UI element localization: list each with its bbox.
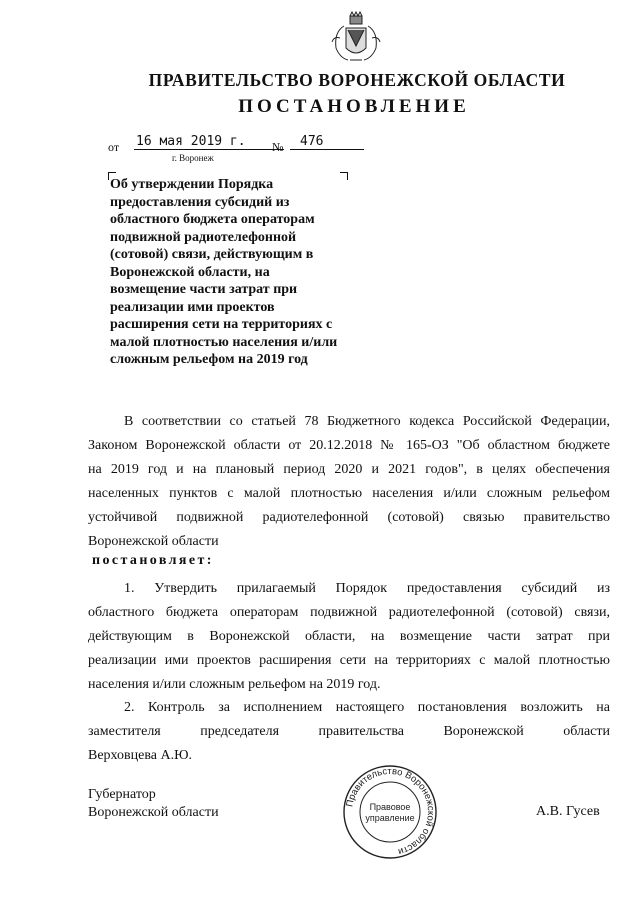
coat-of-arms-icon <box>326 10 386 66</box>
item-1-line: населения и/или сложным рельефом на 2019 год. <box>88 677 381 692</box>
item-2-line: Верховцева А.Ю. <box>88 748 192 763</box>
official-stamp <box>342 764 438 860</box>
subject-line: реализации ими проектов <box>110 299 275 315</box>
item-1-line: 1. Утвердить прилагаемый Порядок предоставления субсидий из <box>124 581 610 596</box>
preamble-line: на 2019 год и на плановый период 2020 и 2021 годов", в целях обеспечения <box>88 462 610 477</box>
preamble-line: устойчивой подвижной радиотелефонной (сотовой) связью правительство <box>88 510 610 525</box>
city: г. Воронеж <box>172 153 214 163</box>
preamble-line: населенных пунктов с малой плотностью населения и/или сложным рельефом <box>88 486 610 501</box>
subject-line: Об утверждении Порядка <box>110 177 274 192</box>
item-1-line: действующим в Воронежской области, на возмещение части затрат при <box>88 629 610 644</box>
signatory-position <box>88 786 219 822</box>
stamp-inner-line: Правовое <box>369 802 411 812</box>
document-date: 16 мая 2019 г. <box>134 134 284 150</box>
stamp-inner-line: управление <box>365 813 415 823</box>
date-prefix: от <box>108 140 120 154</box>
subject-line: областного бюджета операторам <box>110 212 315 227</box>
subject-line: Воронежской области, на <box>110 264 270 280</box>
subject-line: возмещение части затрат при <box>110 282 298 297</box>
number-prefix: № <box>272 140 284 154</box>
subject-line: (сотовой) связи, действующим в <box>110 247 314 262</box>
subject-line: предоставления субсидий из <box>110 194 290 210</box>
preamble-line: Воронежской области <box>88 534 219 549</box>
item-2-line: 2. Контроль за исполнением настоящего постановления возложить на <box>124 700 610 715</box>
document-type: ПОСТАНОВЛЕНИЕ <box>238 96 470 117</box>
item-2-paragraph <box>88 696 610 768</box>
item-1-paragraph <box>88 577 610 697</box>
subject-line: сложным рельефом на 2019 год <box>110 352 308 367</box>
subject-line: расширения сети на территориях с <box>110 317 333 332</box>
government-title: ПРАВИТЕЛЬСТВО ВОРОНЕЖСКОЙ ОБЛАСТИ <box>148 70 566 90</box>
document-number: 476 <box>290 134 364 150</box>
item-1-line: реализации ими проектов расширения сети на территориях с малой плотностью <box>88 653 610 668</box>
item-2-line: заместителя председателя правительства Воронежской области <box>88 724 610 739</box>
item-1-line: областного бюджета операторам подвижной радиотелефонной (сотовой) связи, <box>88 605 610 620</box>
preamble-line: Законом Воронежской области от 20.12.2018 № 165-ОЗ "Об областном бюджете <box>88 438 610 453</box>
position-line: Губернатор <box>88 787 156 802</box>
stamp-outer-text: Правительство Воронежской области <box>344 765 437 858</box>
subject-title <box>110 176 360 369</box>
resolves-heading: постановляет: <box>92 553 214 568</box>
subject-line: малой плотностью населения и/или <box>110 334 338 350</box>
preamble-paragraph <box>88 410 610 554</box>
preamble-line: В соответствии со статьей 78 Бюджетного кодекса Российской Федерации, <box>124 414 610 429</box>
signatory-name: А.В. Гусев <box>536 804 600 819</box>
subject-line: подвижной радиотелефонной <box>110 229 297 245</box>
position-line: Воронежской области <box>88 805 219 820</box>
document-meta <box>108 134 368 156</box>
